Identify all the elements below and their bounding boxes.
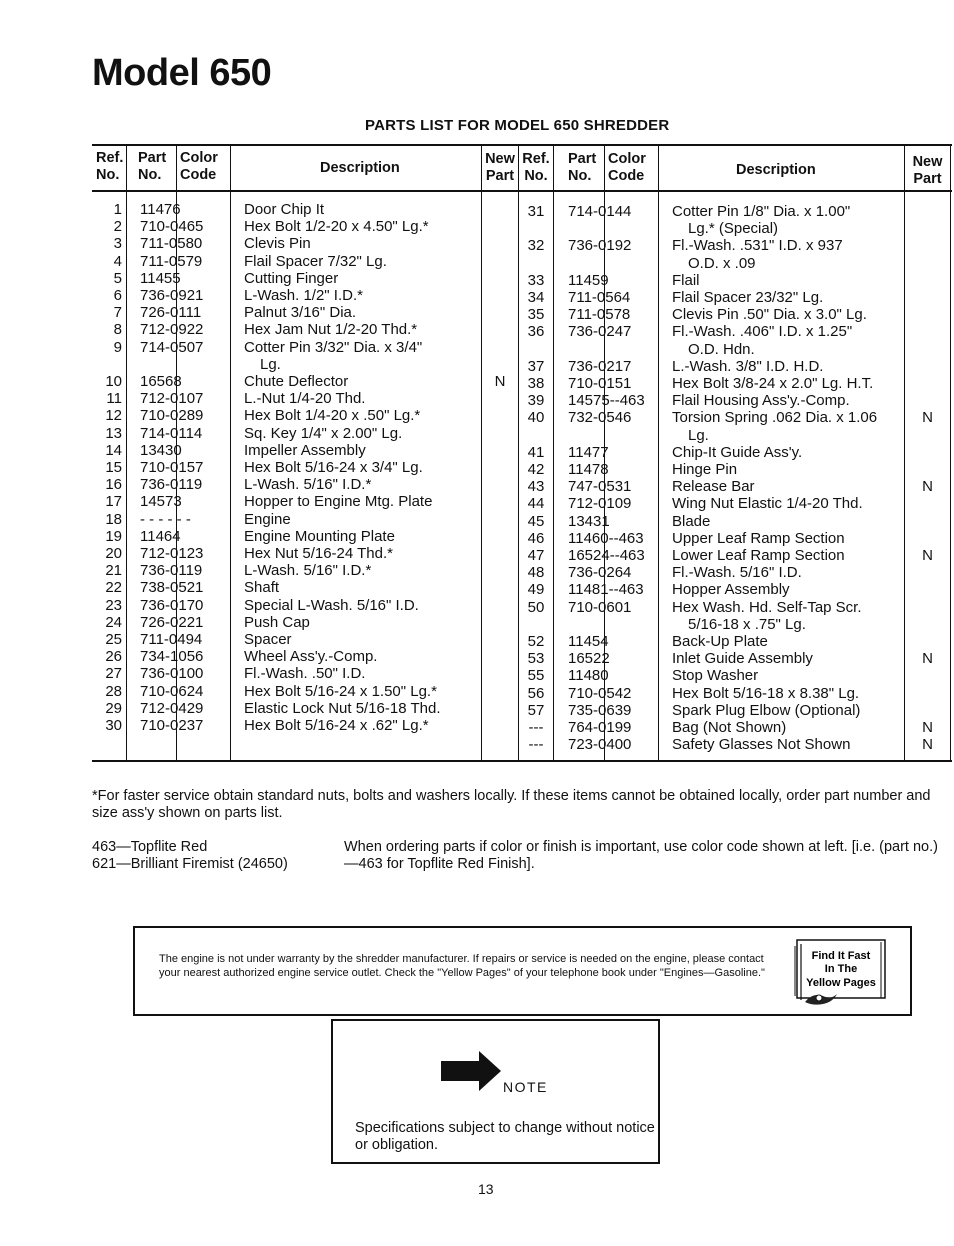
ref-number: 18 (105, 510, 122, 528)
part-number: 736-0119 (140, 562, 203, 580)
part-number: 13431 (568, 512, 610, 530)
part-description: Cotter Pin 1/8" Dia. x 1.00" (672, 203, 851, 220)
part-number: 11477 (568, 443, 609, 461)
ref-number: 53 (527, 650, 545, 668)
ref-number: 55 (527, 667, 545, 685)
part-description: Lg. (260, 355, 281, 373)
ref-number: 30 (105, 717, 122, 734)
col-divider (126, 144, 127, 762)
parts-list-heading: PARTS LIST FOR MODEL 650 SHREDDER (365, 117, 670, 134)
col-divider (230, 144, 231, 762)
part-description: Hex Bolt 5/16-24 x 1.50" Lg.* (244, 682, 437, 700)
part-number: 747-0531 (568, 478, 632, 496)
part-number: 11478 (568, 461, 609, 478)
col-divider (658, 144, 659, 762)
part-number: 712-0109 (568, 495, 632, 513)
part-number: 735-0639 (568, 701, 632, 719)
header-description: Description (320, 160, 400, 176)
part-description: Hex Jam Nut 1/2-20 Thd.* (244, 321, 418, 339)
part-description: L.-Nut 1/4-20 Thd. (244, 390, 366, 408)
part-number: 710-0151 (568, 375, 632, 392)
part-number: 736-0100 (140, 665, 204, 683)
ref-number: 33 (527, 271, 545, 289)
part-description: Wheel Ass'y.-Comp. (244, 648, 378, 666)
ref-number: 14 (105, 441, 122, 459)
new-part-flag: N (922, 736, 933, 754)
part-number: 710-0289 (140, 407, 204, 425)
part-number: 726-0221 (140, 613, 204, 631)
part-description: Fl.-Wash. .406" I.D. x 1.25" (672, 323, 853, 341)
part-description: Impeller Assembly (244, 441, 366, 459)
part-description: Spark Plug Elbow (Optional) (672, 701, 861, 719)
part-number: 16568 (140, 373, 182, 390)
part-description: Torsion Spring .062 Dia. x 1.06 (672, 409, 878, 427)
part-description: Flail (672, 271, 700, 289)
engine-notice-text: The engine is not under warranty by the shredder manufacturer. If repairs or service is needed on the engine, please contact your nearest authorized engine service outlet. Check the "Yellow Pages" of your telephone book under "Engines—Gasoline." (159, 953, 765, 979)
part-description: Inlet Guide Assembly (672, 650, 813, 668)
part-description: Hex Wash. Hd. Self-Tap Scr. (672, 598, 862, 616)
part-description: Hex Bolt 5/16-24 x .62" Lg.* (244, 717, 429, 734)
part-number: 11455 (140, 269, 181, 287)
part-description: Sq. Key 1/4" x 2.00" Lg. (244, 424, 403, 442)
ref-number: 15 (105, 459, 122, 476)
part-number: 736-0119 (140, 476, 203, 494)
note-label: NOTE (503, 1079, 548, 1095)
part-number: 711-0578 (568, 306, 631, 324)
part-number: 11476 (140, 201, 181, 218)
part-description: Safety Glasses Not Shown (672, 736, 851, 754)
ref-number: 21 (105, 562, 122, 580)
arrow-right-icon (441, 1051, 501, 1091)
part-description: L-Wash. 5/16" I.D.* (244, 562, 372, 580)
header-part-no: Part No. (568, 151, 597, 184)
part-description: Push Cap (244, 613, 310, 631)
part-number: 714-0144 (568, 203, 632, 220)
part-number: 732-0546 (568, 409, 632, 427)
col-divider (553, 144, 554, 762)
badge-line: Yellow Pages (806, 977, 876, 989)
part-number: 712-0107 (140, 390, 204, 408)
part-description: O.D. x .09 (688, 254, 756, 272)
ref-number: 16 (105, 476, 122, 494)
header-new-part: New Part (485, 151, 515, 184)
part-number: 712-0922 (140, 321, 204, 339)
engine-warranty-notice (133, 926, 912, 1016)
new-part-flag: N (922, 478, 933, 496)
part-description: Upper Leaf Ramp Section (672, 529, 845, 547)
ref-number: 48 (527, 564, 545, 582)
part-number: 710-0157 (140, 459, 204, 476)
ref-number: 45 (527, 512, 545, 530)
part-number: 736-0192 (568, 237, 632, 255)
ref-number: 52 (527, 633, 545, 650)
new-part-flag: N (922, 650, 933, 668)
ref-number: 8 (113, 321, 122, 339)
table-header-rule (92, 190, 952, 192)
part-number: 711-0494 (140, 631, 203, 648)
ref-number: 3 (113, 235, 122, 253)
ref-number: 9 (113, 338, 122, 356)
part-number: 712-0123 (140, 545, 204, 562)
color-code-list (92, 839, 288, 873)
ref-number: 37 (527, 357, 545, 375)
part-description: Door Chip It (244, 201, 325, 218)
ref-number: 4 (113, 252, 122, 270)
ref-number: 50 (527, 598, 545, 616)
yellow-pages-badge (791, 936, 887, 1008)
part-number: 710-0237 (140, 717, 204, 734)
part-description: Hex Bolt 1/4-20 x .50" Lg.* (244, 407, 421, 425)
part-number: 14575--463 (568, 392, 645, 410)
part-number: 11459 (568, 271, 609, 289)
part-description: Back-Up Plate (672, 633, 768, 650)
table-top-rule (92, 144, 952, 146)
part-number: 11481--463 (568, 581, 644, 599)
part-number: 710-0465 (140, 218, 204, 236)
part-number: 710-0601 (568, 598, 632, 616)
part-number: 734-1056 (140, 648, 204, 666)
note-text: Specifications subject to change without notice or obligation. (355, 1120, 655, 1153)
ref-number: 10 (105, 373, 122, 390)
ref-number: 34 (527, 289, 545, 306)
ref-number: 44 (527, 495, 545, 513)
page-number: 13 (478, 1181, 494, 1197)
table-bottom-rule (92, 760, 952, 762)
ref-number: 2 (113, 218, 122, 236)
part-number: 16524--463 (568, 547, 645, 564)
color-code-note: When ordering parts if color or finish is important, use color code shown at left. [i.e. (part no.)—463 for Topflite Red Finish]. (344, 839, 938, 872)
header-part-no: Part No. (138, 150, 167, 183)
new-part-flag: N (494, 373, 506, 390)
part-number: 711-0579 (140, 252, 203, 270)
col-divider (481, 144, 482, 762)
part-number: 736-0264 (568, 564, 632, 582)
part-description: Clevis Pin (244, 235, 311, 253)
ref-number: 41 (527, 443, 545, 461)
part-description: Lg.* (Special) (688, 220, 779, 238)
part-number: 16522 (568, 650, 610, 668)
header-color-code: Color Code (180, 150, 218, 183)
part-description: L-Wash. 1/2" I.D.* (244, 287, 363, 304)
ref-number: 12 (105, 407, 122, 425)
ref-number: 32 (527, 237, 545, 255)
ref-number: 43 (527, 478, 545, 496)
part-description: Clevis Pin .50" Dia. x 3.0" Lg. (672, 306, 867, 324)
ref-number: 5 (113, 269, 122, 287)
part-description: Hex Bolt 1/2-20 x 4.50" Lg.* (244, 218, 429, 236)
ref-number: 38 (527, 375, 545, 392)
new-part-flag: N (922, 547, 933, 564)
part-description: Palnut 3/16" Dia. (244, 304, 357, 322)
new-part-flag: N (922, 409, 933, 427)
ref-number: 35 (527, 306, 545, 324)
part-description: Hopper Assembly (672, 581, 790, 599)
part-description: Lg. (688, 426, 709, 444)
part-description: Chip-It Guide Ass'y. (672, 443, 803, 461)
part-description: Flail Housing Ass'y.-Comp. (672, 392, 850, 410)
part-number: 11464 (140, 527, 181, 545)
part-number: 714-0114 (140, 424, 203, 442)
part-description: Engine (244, 510, 291, 528)
ref-number: 23 (105, 596, 122, 614)
part-description: Special L-Wash. 5/16" I.D. (244, 596, 419, 614)
ref-number: 49 (527, 581, 545, 599)
part-description: O.D. Hdn. (688, 340, 755, 358)
ref-number: 25 (105, 631, 122, 648)
note-box (331, 1019, 660, 1164)
ref-number: 31 (527, 203, 545, 220)
badge-line: In The (824, 963, 858, 975)
header-ref-no: Ref. No. (96, 150, 124, 183)
part-number: 736-0217 (568, 357, 632, 375)
part-description: Flail Spacer 7/32" Lg. (244, 252, 387, 270)
ref-number: 36 (527, 323, 545, 341)
part-number: 14573 (140, 493, 182, 511)
color-code-item: 621—Brilliant Firemist (24650) (92, 856, 288, 872)
badge-line: Find It Fast (811, 950, 871, 962)
ref-number: 6 (113, 287, 122, 304)
part-description: L.-Wash. 3/8" I.D. H.D. (672, 357, 824, 375)
part-description: Cotter Pin 3/32" Dia. x 3/4" (244, 338, 423, 356)
ref-number: 20 (105, 545, 122, 562)
part-number: 13430 (140, 441, 182, 459)
header-new-part: New Part (912, 154, 943, 187)
part-number: 11454 (568, 633, 609, 650)
part-description: Elastic Lock Nut 5/16-18 Thd. (244, 699, 441, 717)
header-color-code: Color Code (608, 151, 646, 184)
part-number: 11460--463 (568, 529, 644, 547)
ref-number: 17 (105, 493, 122, 511)
part-description: Fl.-Wash. .50" I.D. (244, 665, 366, 683)
ref-number: 28 (105, 682, 122, 700)
part-description: Fl.-Wash. .531" I.D. x 937 (672, 237, 843, 255)
part-number: 710-0542 (568, 684, 632, 702)
part-number: - - - - - - (140, 510, 191, 528)
part-number: 736-0170 (140, 596, 204, 614)
part-description: Cutting Finger (244, 269, 339, 287)
part-description: Engine Mounting Plate (244, 527, 395, 545)
part-description: Hex Bolt 5/16-24 x 3/4" Lg. (244, 459, 423, 476)
ref-number: 57 (527, 701, 545, 719)
part-description: Blade (672, 512, 711, 530)
ref-number: 56 (527, 684, 545, 702)
header-ref-no: Ref. No. (522, 151, 550, 184)
part-description: Flail Spacer 23/32" Lg. (672, 289, 824, 306)
ref-number: 39 (527, 392, 545, 410)
part-number: 723-0400 (568, 736, 632, 754)
ref-number: 26 (105, 648, 122, 666)
ref-number: 47 (527, 547, 545, 564)
part-description: Chute Deflector (244, 373, 349, 390)
footnote: *For faster service obtain standard nuts, bolts and washers locally. If these items cannot be obtained locally, order part number and size ass'y shown on parts list. (92, 788, 931, 821)
part-number: 712-0429 (140, 699, 204, 717)
part-number: 710-0624 (140, 682, 204, 700)
part-description: L-Wash. 5/16" I.D.* (244, 476, 372, 494)
part-number: 711-0564 (568, 289, 631, 306)
part-description: Hopper to Engine Mtg. Plate (244, 493, 433, 511)
ref-number: 1 (113, 201, 122, 218)
part-number: 11480 (568, 667, 609, 685)
part-number: 738-0521 (140, 579, 204, 597)
part-description: Hinge Pin (672, 461, 738, 478)
ref-number: --- (528, 736, 544, 754)
ref-number: 29 (105, 699, 122, 717)
part-number: 736-0247 (568, 323, 632, 341)
part-description: Release Bar (672, 478, 755, 496)
ref-number: 13 (105, 424, 122, 442)
col-divider (950, 144, 951, 762)
part-description: Wing Nut Elastic 1/4-20 Thd. (672, 495, 863, 513)
page-title: Model 650 (92, 52, 272, 94)
part-number: 711-0580 (140, 235, 203, 253)
part-number: 764-0199 (568, 719, 632, 736)
ref-number: 40 (527, 409, 545, 427)
ref-number: 7 (113, 304, 122, 322)
ref-number: 22 (105, 579, 122, 597)
part-description: Lower Leaf Ramp Section (672, 547, 845, 564)
ref-number: 19 (105, 527, 122, 545)
part-description: Bag (Not Shown) (672, 719, 787, 736)
part-number: 726-0111 (140, 304, 202, 322)
part-description: Spacer (244, 631, 292, 648)
part-description: Fl.-Wash. 5/16" I.D. (672, 564, 802, 582)
yellow-pages-book-icon (791, 936, 887, 1008)
ref-number: 27 (105, 665, 122, 683)
part-description: Stop Washer (672, 667, 759, 685)
part-description: Hex Nut 5/16-24 Thd.* (244, 545, 393, 562)
ref-number: 24 (105, 613, 122, 631)
ref-number: --- (528, 719, 544, 736)
ref-number: 42 (527, 461, 545, 478)
ref-number: 11 (106, 390, 122, 408)
part-description: 5/16-18 x .75" Lg. (688, 615, 806, 633)
col-divider (904, 144, 905, 762)
part-number: 714-0507 (140, 338, 204, 356)
part-description: Hex Bolt 3/8-24 x 2.0" Lg. H.T. (672, 375, 874, 392)
ref-number: 46 (527, 529, 545, 547)
color-code-item: 463—Topflite Red (92, 839, 208, 855)
new-part-flag: N (922, 719, 933, 736)
parts-table (92, 144, 952, 762)
header-description: Description (736, 162, 816, 178)
part-description: Shaft (244, 579, 280, 597)
part-description: Hex Bolt 5/16-18 x 8.38" Lg. (672, 684, 860, 702)
part-number: 736-0921 (140, 287, 204, 304)
